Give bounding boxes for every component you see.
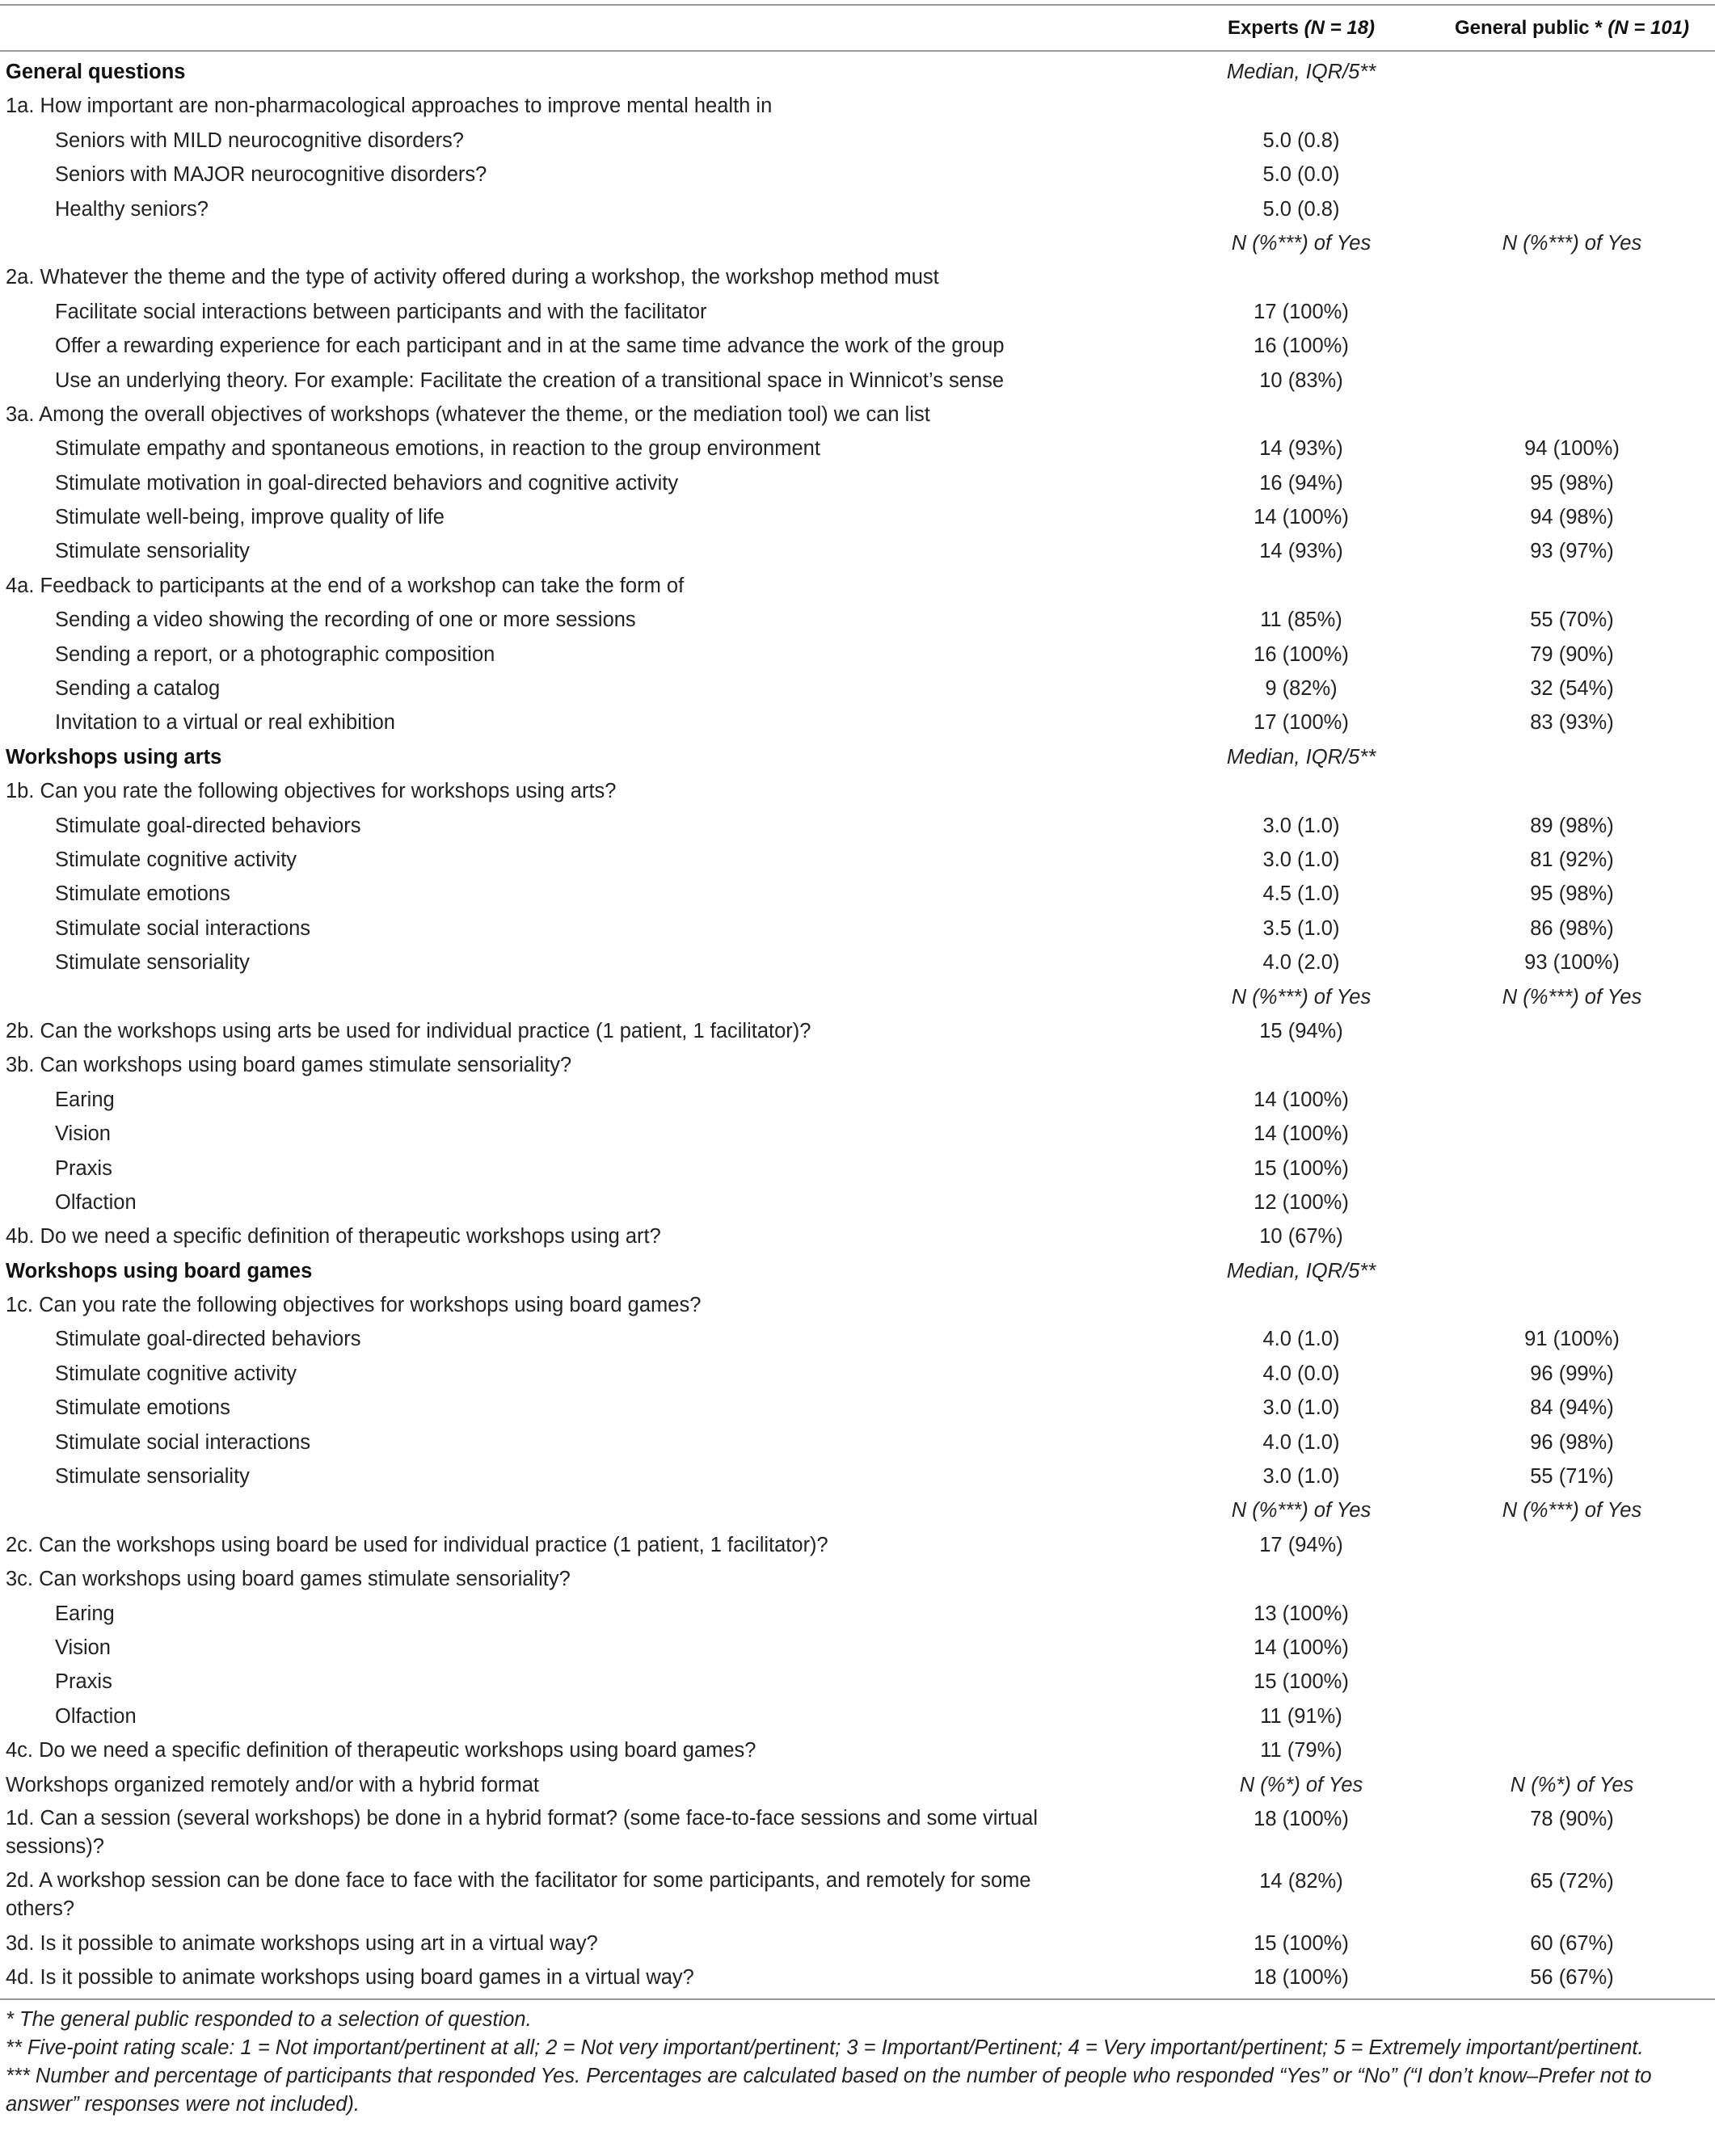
table-row	[0, 192, 1715, 226]
row-label: Invitation to a virtual or real exhibition	[55, 711, 395, 735]
cell-public	[1422, 740, 1715, 743]
header-rule	[0, 50, 1715, 52]
table-row	[0, 500, 1715, 534]
cell-public: 89 (98%)	[1530, 814, 1614, 837]
cell-experts: N (%***) of Yes	[1231, 985, 1372, 1009]
cell-experts	[1148, 260, 1455, 263]
cell-public	[1422, 1562, 1715, 1564]
table-row	[0, 603, 1715, 637]
cell-public: 95 (98%)	[1530, 882, 1614, 906]
cell-experts: 18 (100%)	[1254, 1966, 1349, 1990]
cell-public	[1422, 1665, 1715, 1667]
table-row	[0, 1391, 1715, 1425]
cell-experts: 15 (100%)	[1254, 1156, 1349, 1180]
cell-public	[1422, 1631, 1715, 1633]
cell-public: N (%*) of Yes	[1510, 1773, 1634, 1796]
table-row	[0, 295, 1715, 329]
cell-experts: 4.0 (2.0)	[1262, 951, 1340, 975]
cell-experts: 13 (100%)	[1254, 1602, 1349, 1625]
cell-experts: N (%*) of Yes	[1239, 1773, 1363, 1796]
row-label: Use an underlying theory. For example: Facilitate the creation of a transitional space in Winnicot’s sense	[55, 368, 1005, 392]
table-row	[0, 1117, 1715, 1151]
table-row	[0, 980, 1715, 1014]
column-header-experts-label: Experts	[1227, 17, 1299, 39]
cell-experts: 3.0 (1.0)	[1262, 848, 1340, 871]
cell-public	[1422, 1219, 1715, 1222]
cell-experts: 4.0 (1.0)	[1262, 1328, 1340, 1351]
cell-experts: N (%***) of Yes	[1231, 231, 1372, 255]
cell-experts: 11 (85%)	[1260, 608, 1342, 632]
cell-experts: 17 (100%)	[1254, 300, 1349, 323]
cell-public	[1422, 398, 1715, 400]
cell-experts	[1148, 774, 1455, 777]
table-row	[0, 1960, 1715, 1994]
table-row	[0, 1459, 1715, 1493]
table-row	[0, 809, 1715, 843]
row-label: 1b. Can you rate the following objectives for workshops using arts?	[6, 780, 617, 803]
table-row	[0, 89, 1715, 123]
cell-experts: 3.0 (1.0)	[1262, 1465, 1340, 1489]
cell-public: 95 (98%)	[1530, 471, 1614, 495]
column-header-public-label: General public *	[1454, 17, 1603, 39]
row-label: Sending a report, or a photographic composition	[55, 642, 495, 666]
cell-public	[1422, 158, 1715, 160]
table-row	[0, 843, 1715, 877]
cell-experts: 16 (94%)	[1259, 471, 1343, 495]
row-label: Stimulate sensoriality	[55, 951, 250, 975]
section-row	[0, 740, 1715, 774]
table-row	[0, 1357, 1715, 1391]
cell-public: 94 (100%)	[1524, 437, 1620, 461]
row-label: Vision	[55, 1636, 111, 1659]
cell-public	[1422, 55, 1715, 57]
row-label: 3c. Can workshops using board games stimulate sensoriality?	[6, 1568, 571, 1591]
table-row	[0, 1699, 1715, 1733]
table-row	[0, 672, 1715, 705]
cell-experts: 17 (94%)	[1259, 1533, 1343, 1556]
cell-public	[1422, 260, 1715, 263]
section-title: Workshops using arts	[6, 745, 222, 768]
cell-public: N (%***) of Yes	[1502, 985, 1642, 1009]
cell-public: 78 (90%)	[1530, 1807, 1614, 1830]
cell-experts: 3.0 (1.0)	[1262, 814, 1340, 837]
table-row	[0, 1597, 1715, 1631]
row-label: Healthy seniors?	[55, 197, 209, 221]
cell-public: 84 (94%)	[1530, 1396, 1614, 1420]
row-label: 4a. Feedback to participants at the end of a workshop can take the form of	[6, 574, 685, 597]
table-row	[0, 158, 1715, 192]
cell-experts: 14 (100%)	[1254, 1636, 1349, 1659]
cell-experts: 14 (100%)	[1254, 506, 1349, 529]
table-row	[0, 1631, 1715, 1665]
table-row	[0, 1733, 1715, 1767]
cell-public	[1422, 1048, 1715, 1051]
table-row	[0, 1665, 1715, 1699]
table-row	[0, 945, 1715, 979]
cell-public: N (%***) of Yes	[1502, 231, 1642, 255]
table-row	[0, 1048, 1715, 1082]
cell-public: 96 (99%)	[1530, 1362, 1614, 1385]
cell-experts: 14 (93%)	[1259, 540, 1343, 563]
cell-public: 32 (54%)	[1530, 677, 1614, 701]
cell-experts: 14 (93%)	[1259, 437, 1343, 461]
cell-experts: 3.0 (1.0)	[1262, 1396, 1340, 1420]
cell-experts: 18 (100%)	[1254, 1807, 1349, 1830]
table-row	[0, 705, 1715, 739]
row-label: Stimulate sensoriality	[55, 540, 250, 563]
cell-public	[1422, 124, 1715, 126]
section-title: General questions	[6, 61, 186, 83]
table-row	[0, 1014, 1715, 1048]
row-label: Stimulate emotions	[55, 882, 230, 906]
row-label: Workshops organized remotely and/or with a hybrid format	[6, 1773, 539, 1796]
cell-public	[1422, 1152, 1715, 1154]
cell-experts: 5.0 (0.0)	[1262, 163, 1340, 187]
cell-experts	[1148, 1048, 1455, 1051]
cell-experts: 15 (100%)	[1254, 1931, 1349, 1955]
cell-public	[1422, 295, 1715, 297]
cell-experts: 16 (100%)	[1254, 642, 1349, 666]
row-label: Sending a catalog	[55, 677, 221, 701]
cell-public	[1422, 1597, 1715, 1599]
cell-experts: 14 (82%)	[1259, 1869, 1343, 1893]
cell-public: 96 (98%)	[1530, 1430, 1614, 1454]
section-row	[0, 1254, 1715, 1288]
row-label: 4b. Do we need a specific definition of therapeutic workshops using art?	[6, 1225, 661, 1249]
row-label: 3d. Is it possible to animate workshops using art in a virtual way?	[6, 1931, 598, 1955]
row-label: Seniors with MAJOR neurocognitive disorders?	[55, 163, 487, 187]
row-label: Stimulate social interactions	[55, 916, 311, 940]
row-label: Stimulate sensoriality	[55, 1465, 250, 1489]
table-row	[0, 432, 1715, 465]
cell-experts: 12 (100%)	[1254, 1190, 1349, 1214]
table-row	[0, 912, 1715, 945]
cell-public	[1422, 1288, 1715, 1291]
row-label: 4c. Do we need a specific definition of therapeutic workshops using board games?	[6, 1739, 756, 1762]
table-footnotes	[6, 2006, 1709, 2119]
row-label: Praxis	[55, 1156, 112, 1180]
cell-public	[1422, 569, 1715, 571]
row-label: Sending a video showing the recording of one or more sessions	[55, 608, 636, 632]
cell-experts: 5.0 (0.8)	[1262, 128, 1340, 152]
row-label: 2c. Can the workshops using board be used for individual practice (1 patient, 1 facilitator)?	[6, 1533, 828, 1556]
cell-public: 94 (98%)	[1530, 506, 1614, 529]
cell-experts: 4.0 (1.0)	[1262, 1430, 1340, 1454]
row-label: Earing	[55, 1088, 115, 1111]
table-row	[0, 1562, 1715, 1596]
cell-experts: 15 (100%)	[1254, 1670, 1349, 1694]
cell-public	[1422, 1733, 1715, 1736]
cell-public: 93 (100%)	[1524, 951, 1620, 975]
row-label: Seniors with MILD neurocognitive disorders?	[55, 128, 464, 152]
row-label: Praxis	[55, 1670, 112, 1694]
cell-experts: 4.5 (1.0)	[1262, 882, 1340, 906]
footnote-1: * The general public responded to a selection of question.	[6, 2008, 532, 2031]
table-row	[0, 1219, 1715, 1253]
cell-experts: 17 (100%)	[1254, 711, 1349, 735]
table-row	[0, 398, 1715, 432]
row-label: Stimulate social interactions	[55, 1430, 311, 1454]
table-row	[0, 1493, 1715, 1527]
cell-experts: N (%***) of Yes	[1231, 1499, 1372, 1522]
cell-experts: 10 (83%)	[1259, 368, 1343, 392]
cell-public: 55 (70%)	[1530, 608, 1614, 632]
cell-experts	[1148, 569, 1455, 571]
cell-experts: Median, IQR/5**	[1226, 61, 1376, 83]
cell-public	[1422, 1117, 1715, 1119]
cell-experts	[1148, 398, 1455, 400]
cell-public: 93 (97%)	[1530, 540, 1614, 563]
cell-public: 81 (92%)	[1530, 848, 1614, 871]
cell-public	[1422, 1254, 1715, 1257]
cell-experts	[1148, 1288, 1455, 1291]
table-row	[0, 1288, 1715, 1322]
table-row	[0, 1802, 1715, 1864]
cell-experts: 16 (100%)	[1254, 335, 1349, 358]
table-row	[0, 1864, 1715, 1927]
cell-experts: 15 (94%)	[1259, 1019, 1343, 1042]
row-label: 2a. Whatever the theme and the type of activity offered during a workshop, the workshop method must	[6, 266, 939, 289]
row-label: Offer a rewarding experience for each participant and in at the same time advance the work of the group	[55, 335, 1005, 358]
row-label: 1a. How important are non-pharmacological approaches to improve mental health in	[6, 95, 773, 118]
row-label	[6, 1493, 1081, 1496]
cell-public	[1422, 1083, 1715, 1085]
cell-public	[1422, 329, 1715, 331]
table-row	[0, 569, 1715, 603]
cell-public: 91 (100%)	[1524, 1328, 1620, 1351]
cell-experts	[1148, 89, 1455, 91]
cell-public: 65 (72%)	[1530, 1869, 1614, 1893]
top-rule	[0, 4, 1715, 6]
row-label: 2b. Can the workshops using arts be used for individual practice (1 patient, 1 facilitator)?	[6, 1019, 811, 1042]
row-label: Olfaction	[55, 1704, 137, 1728]
table-row	[0, 638, 1715, 672]
cell-public: 79 (90%)	[1530, 642, 1614, 666]
cell-experts: 11 (91%)	[1260, 1704, 1342, 1728]
row-label: 1c. Can you rate the following objectives for workshops using board games?	[6, 1294, 702, 1317]
cell-public	[1422, 774, 1715, 777]
cell-experts	[1148, 1562, 1455, 1564]
cell-experts: 4.0 (0.0)	[1262, 1362, 1340, 1385]
table-row	[0, 260, 1715, 294]
row-label	[6, 226, 1081, 229]
table-body	[0, 55, 1715, 1995]
cell-public	[1422, 192, 1715, 195]
cell-public: 60 (67%)	[1530, 1931, 1614, 1955]
row-label: Stimulate emotions	[55, 1396, 230, 1420]
cell-public: 86 (98%)	[1530, 916, 1614, 940]
column-header-experts-n: (N = 18)	[1304, 17, 1376, 39]
cell-experts: 5.0 (0.8)	[1262, 197, 1340, 221]
section-title: Workshops using board games	[6, 1259, 313, 1282]
row-label: Facilitate social interactions between participants and with the facilitator	[55, 300, 707, 323]
table-row	[0, 1528, 1715, 1562]
cell-public: 55 (71%)	[1530, 1465, 1614, 1489]
cell-public	[1422, 1528, 1715, 1531]
table-row	[0, 226, 1715, 260]
cell-public: 56 (67%)	[1530, 1966, 1614, 1990]
cell-experts: 10 (67%)	[1259, 1225, 1343, 1249]
row-label	[6, 980, 1081, 983]
cell-experts: 9 (82%)	[1265, 677, 1338, 701]
row-label: Stimulate empathy and spontaneous emotions, in reaction to the group environment	[55, 437, 820, 461]
table-row	[0, 1425, 1715, 1459]
table-row	[0, 1927, 1715, 1960]
table-row	[0, 364, 1715, 398]
table-row	[0, 124, 1715, 158]
row-label: Olfaction	[55, 1190, 137, 1214]
table-row	[0, 1768, 1715, 1802]
row-label: 1d. Can a session (several workshops) be done in a hybrid format? (some face-to-face sessions and some virtual sessions)?	[6, 1806, 1039, 1858]
table-row	[0, 466, 1715, 500]
column-header-public	[1422, 14, 1715, 43]
row-label: 4d. Is it possible to animate workshops using board games in a virtual way?	[6, 1966, 694, 1990]
table-row	[0, 1083, 1715, 1117]
cell-public	[1422, 364, 1715, 366]
cell-experts: Median, IQR/5**	[1226, 745, 1376, 768]
row-label: Vision	[55, 1122, 111, 1146]
row-label: Stimulate cognitive activity	[55, 848, 297, 871]
section-row	[0, 55, 1715, 89]
cell-public: 83 (93%)	[1530, 711, 1614, 735]
row-label: Stimulate cognitive activity	[55, 1362, 297, 1385]
table-row	[0, 877, 1715, 911]
footnote-2: ** Five-point rating scale: 1 = Not important/pertinent at all; 2 = Not very important/pertinent; 3 = Important/Pertinent; 4 = Very important/pertinent; 5 = Extremely important/pertinent.	[6, 2036, 1644, 2059]
row-label: Stimulate well-being, improve quality of life	[55, 506, 445, 529]
cell-experts: 14 (100%)	[1254, 1088, 1349, 1111]
row-label: 2d. A workshop session can be done face to face with the facilitator for some participants, and remotely for some others?	[6, 1868, 1031, 1920]
cell-public	[1422, 89, 1715, 91]
cell-experts: Median, IQR/5**	[1226, 1259, 1376, 1282]
row-label: Earing	[55, 1602, 115, 1625]
row-label: 3a. Among the overall objectives of workshops (whatever the theme, or the mediation tool) we can list	[6, 402, 930, 426]
cell-public	[1422, 1185, 1715, 1188]
table-row	[0, 1322, 1715, 1356]
table-row	[0, 1152, 1715, 1185]
row-label: Stimulate goal-directed behaviors	[55, 1328, 361, 1351]
table-row	[0, 534, 1715, 568]
row-label: Stimulate motivation in goal-directed behaviors and cognitive activity	[55, 471, 679, 495]
cell-public	[1422, 1014, 1715, 1017]
cell-public	[1422, 1699, 1715, 1702]
cell-public: N (%***) of Yes	[1502, 1499, 1642, 1522]
bottom-rule	[0, 1998, 1715, 2000]
table-row	[0, 329, 1715, 363]
table-row	[0, 774, 1715, 808]
table-row	[0, 1185, 1715, 1219]
row-label: Stimulate goal-directed behaviors	[55, 814, 361, 837]
cell-experts: 3.5 (1.0)	[1262, 916, 1340, 940]
cell-experts: 14 (100%)	[1254, 1122, 1349, 1146]
footnote-3: *** Number and percentage of participants that responded Yes. Percentages are calculated based on the number of people who responded “Yes” or “No” (“I don’t know–Prefer not to answer” responses were not included).	[6, 2065, 1652, 2116]
cell-experts: 11 (79%)	[1260, 1739, 1342, 1762]
row-label: 3b. Can workshops using board games stimulate sensoriality?	[6, 1054, 572, 1077]
column-header-public-n: (N = 101)	[1608, 17, 1690, 39]
